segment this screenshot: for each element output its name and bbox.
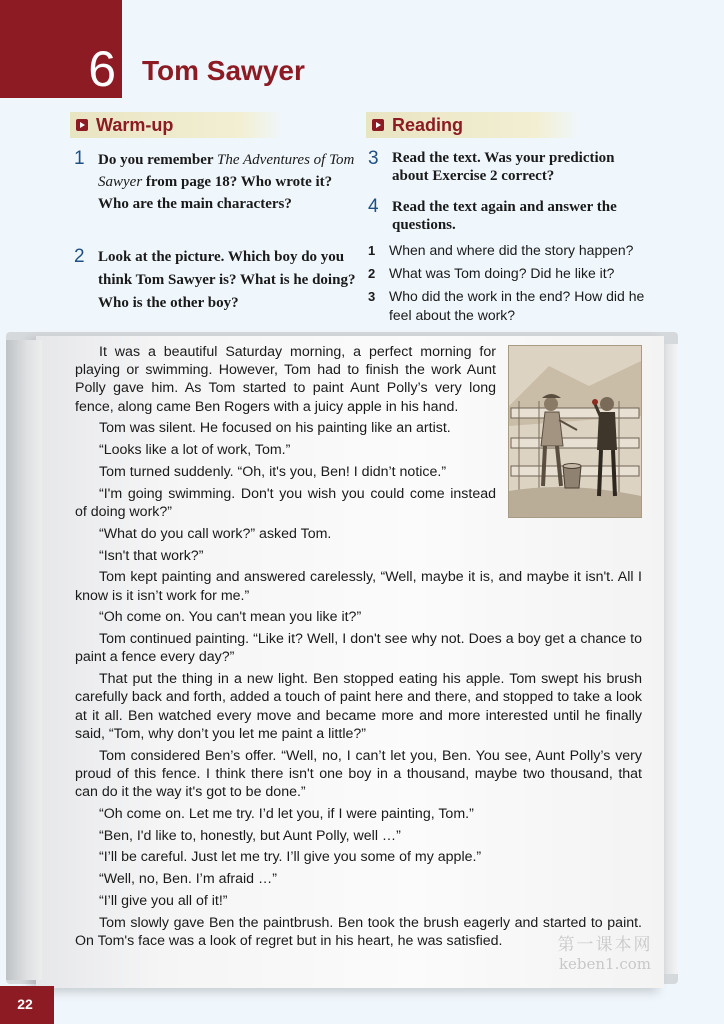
story-paragraph: “Oh come on. Let me try. I’d let you, if I were painting, Tom.” [99,805,474,822]
play-icon [372,119,384,131]
question-2-number: 2 [368,266,376,281]
watermark-line-1: 第一课本网 [557,935,653,955]
exercise-2-text: Look at the picture. Which boy do you think Tom Sawyer is? What is he doing? Who is the other boy? [98,249,356,311]
story-paragraph: “Isn't that work?” [99,547,204,564]
story-paragraph: Tom considered Ben’s offer. “Well, no, I can’t let you, Ben. You see, Aunt Polly’s very proud of this fence. I think there isn't one boy in a thousand, maybe two thousand, that can do it the way it's got to be done.” [75,747,642,800]
exercise-4-number: 4 [368,196,379,217]
unit-number-block [0,0,122,98]
exercise-2-number: 2 [74,246,85,267]
story-paragraph: “I’ll give you all of it!” [99,892,228,909]
story-paragraph: “Ben, I'd like to, honestly, but Aunt Polly, well …” [99,827,401,844]
unit-number: 6 [88,41,116,97]
story-paragraph: That put the thing in a new light. Ben stopped eating his apple. Tom swept his brush carefully back and forth, added a touch of paint here and there, and stopped to take a look at it all. Ben watched every move and became more and more interested until he finally said, “Tom, why don’t you let me paint a little?” [75,671,642,742]
story-paragraph: “Looks like a lot of work, Tom.” [99,442,291,459]
story-paragraph: Tom slowly gave Ben the paintbrush. Ben took the brush eagerly and started to paint. On Tom's face was a look of regret but in his heart, he was satisfied. [75,914,642,949]
exercise-1-text: Do you remember The Adventures of Tom Sawyer from page 18? Who wrote it? Who are the main characters? [98,152,355,212]
story-paragraph: “What do you call work?” asked Tom. [99,525,332,542]
reading-header-label: Reading [392,114,464,135]
story-paragraph: It was a beautiful Saturday morning, a perfect morning for playing or swimming. However, Tom had to finish the work Aunt Polly gave him. As Tom started to paint Aunt Polly’s very long fence, along came Ben Rogers with a juicy apple in his hand. [75,344,496,415]
play-icon [76,119,88,131]
unit-title: Tom Sawyer [142,55,305,86]
story-paragraph: Tom was silent. He focused on his painting like an artist. [99,420,451,437]
exercise-1-number: 1 [74,148,85,169]
reading-header [366,112,580,138]
watermark-line-2: keben1.com [558,955,652,973]
story-paragraph: “I'm going swimming. Don't you wish you could come instead of doing work?” [75,485,496,520]
exercise-3-number: 3 [368,148,379,169]
book-spine-curl [6,340,42,980]
question-3-text: Who did the work in the end? How did he feel about the work? [389,288,645,323]
exercise-3-text: Read the text. Was your prediction about Exercise 2 correct? [392,150,615,184]
warmup-header-label: Warm-up [96,114,174,135]
watermark [540,930,670,973]
story-paragraph: “Well, no, Ben. I’m afraid …” [99,871,277,888]
warmup-header [70,112,284,138]
question-1-number: 1 [368,243,376,258]
story-paragraph: “I’ll be careful. Just let me try. I’ll give you some of my apple.” [99,849,482,866]
story-text [75,343,642,954]
story-paragraph: Tom turned suddenly. “Oh, it's you, Ben! I didn’t notice.” [99,464,447,480]
question-1-text: When and where did the story happen? [389,242,634,258]
story-paragraph: Tom kept painting and answered carelessly, “Well, maybe it is, and maybe it isn't. All I know is it isn’t work for me.” [75,569,642,604]
page-number-box [0,986,54,1024]
story-paragraph: “Oh come on. You can't mean you like it?” [99,609,362,626]
question-3-number: 3 [368,289,376,304]
story-paragraph: Tom continued painting. “Like it? Well, I don't see why not. Does a boy get a chance to paint a fence every day?” [75,631,642,666]
question-2-text: What was Tom doing? Did he like it? [389,265,615,281]
exercise-4-text: Read the text again and answer the questions. [392,199,617,233]
page-number: 22 [17,996,33,1012]
